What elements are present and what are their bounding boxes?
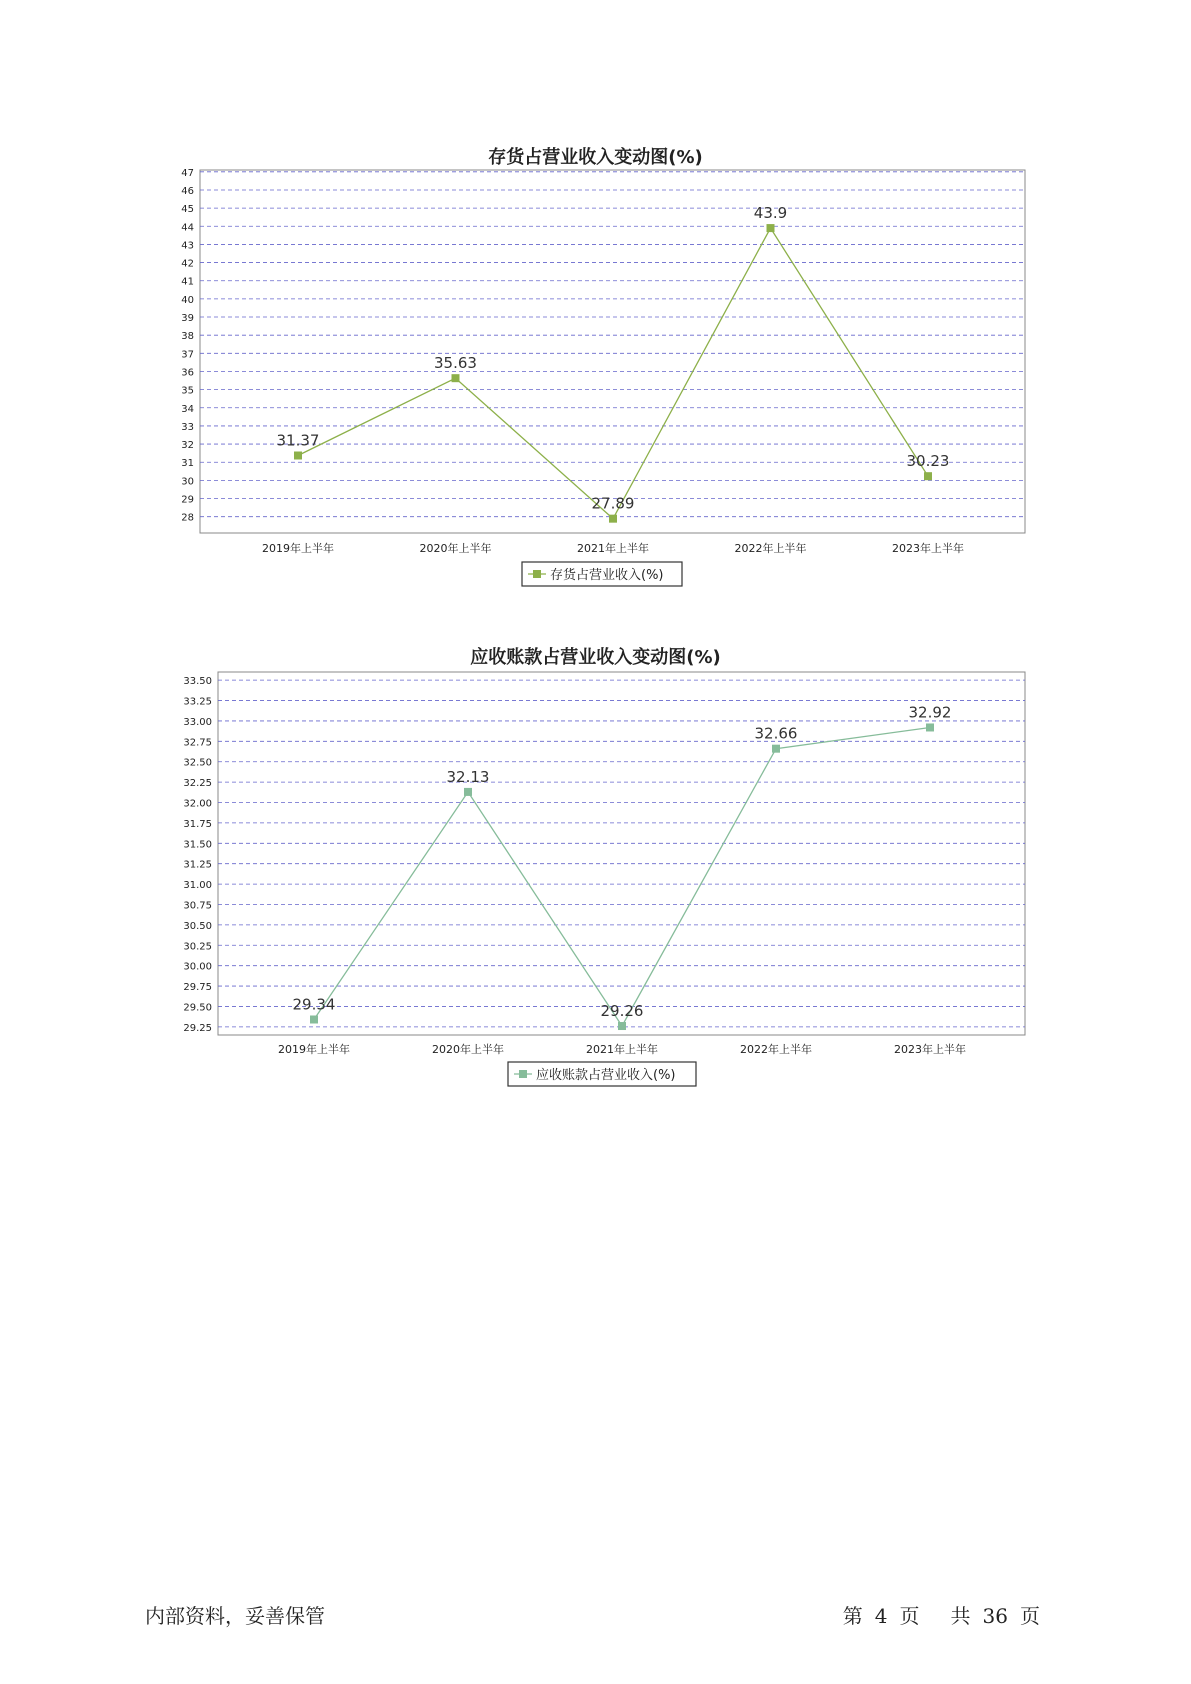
y-tick-label: 45 <box>181 204 194 216</box>
x-tick-label: 2021年上半年 <box>577 542 649 555</box>
data-label: 30.23 <box>906 452 950 471</box>
data-label: 29.34 <box>292 995 336 1014</box>
inventory-chart-title: 存货占营业收入变动图(%) <box>488 147 703 168</box>
x-tick-label: 2023年上半年 <box>894 1043 966 1056</box>
y-tick-label: 31.00 <box>183 880 212 892</box>
x-tick-label: 2019年上半年 <box>278 1043 350 1056</box>
legend-marker <box>519 1070 527 1078</box>
y-tick-label: 31.50 <box>183 839 212 851</box>
y-tick-label: 29.50 <box>183 1002 212 1014</box>
y-tick-label: 33.25 <box>183 696 212 708</box>
y-tick-label: 33.50 <box>183 676 212 688</box>
y-tick-label: 31.75 <box>183 818 212 830</box>
y-tick-label: 35 <box>181 385 194 397</box>
y-tick-label: 46 <box>181 185 194 197</box>
total-prefix: 共 <box>950 1604 971 1628</box>
footer-confidential-note: 内部资料，妥善保管 <box>145 1604 325 1628</box>
y-tick-label: 32.25 <box>183 778 212 790</box>
y-tick-label: 42 <box>181 258 194 270</box>
total-pages: 36 <box>982 1604 1008 1628</box>
data-label: 32.66 <box>754 724 798 743</box>
y-tick-label: 32.75 <box>183 737 212 749</box>
page-prefix: 第 <box>842 1604 863 1628</box>
data-point <box>618 1022 626 1030</box>
y-tick-label: 30.50 <box>183 920 212 932</box>
legend-label: 存货占营业收入(%) <box>550 568 664 583</box>
data-point <box>464 788 472 796</box>
y-tick-label: 33.00 <box>183 716 212 728</box>
y-tick-label: 30.25 <box>183 941 212 953</box>
data-label: 29.26 <box>600 1002 644 1021</box>
y-tick-label: 30 <box>181 476 194 488</box>
y-tick-label: 47 <box>181 167 194 179</box>
y-tick-label: 29 <box>181 494 194 506</box>
y-tick-label: 29.75 <box>183 982 212 994</box>
y-tick-label: 41 <box>181 276 194 288</box>
y-tick-label: 30.00 <box>183 961 212 973</box>
receivables-chart-title: 应收账款占营业收入变动图(%) <box>470 647 721 668</box>
y-tick-label: 29.25 <box>183 1022 212 1034</box>
y-tick-label: 32.50 <box>183 757 212 769</box>
y-tick-label: 43 <box>181 240 194 252</box>
y-tick-label: 31.25 <box>183 859 212 871</box>
y-tick-label: 39 <box>181 313 194 325</box>
y-tick-label: 30.75 <box>183 900 212 912</box>
x-tick-label: 2020年上半年 <box>419 542 492 555</box>
y-tick-label: 33 <box>181 421 194 433</box>
y-tick-label: 28 <box>181 512 194 524</box>
data-label: 31.37 <box>276 431 320 450</box>
total-suffix: 页 <box>1020 1604 1040 1628</box>
data-label: 35.63 <box>434 354 477 373</box>
data-point <box>772 745 780 753</box>
x-tick-label: 2022年上半年 <box>734 542 807 555</box>
y-tick-label: 37 <box>181 349 194 361</box>
data-label: 27.89 <box>591 494 635 513</box>
y-tick-label: 36 <box>181 367 194 379</box>
footer-page-info <box>837 1600 1046 1629</box>
y-tick-label: 40 <box>181 294 194 306</box>
y-tick-label: 32.00 <box>183 798 212 810</box>
x-tick-label: 2022年上半年 <box>740 1043 812 1056</box>
x-tick-label: 2020年上半年 <box>432 1043 504 1056</box>
y-tick-label: 44 <box>181 222 194 234</box>
page-number: 4 <box>874 1604 888 1628</box>
x-tick-label: 2023年上半年 <box>892 542 964 555</box>
y-tick-label: 31 <box>181 458 194 470</box>
data-label: 32.13 <box>446 767 490 786</box>
y-tick-label: 32 <box>181 440 194 452</box>
legend-label: 应收账款占营业收入(%) <box>536 1068 676 1083</box>
page-suffix: 页 <box>899 1604 920 1628</box>
data-label: 43.9 <box>753 204 788 223</box>
data-point <box>926 723 934 731</box>
plot-area <box>218 672 1025 1035</box>
x-tick-label: 2019年上半年 <box>262 542 334 555</box>
data-label: 32.92 <box>908 703 952 722</box>
y-tick-label: 34 <box>181 403 194 415</box>
y-tick-label: 38 <box>181 331 194 343</box>
data-point <box>310 1016 318 1024</box>
x-tick-label: 2021年上半年 <box>586 1043 658 1056</box>
